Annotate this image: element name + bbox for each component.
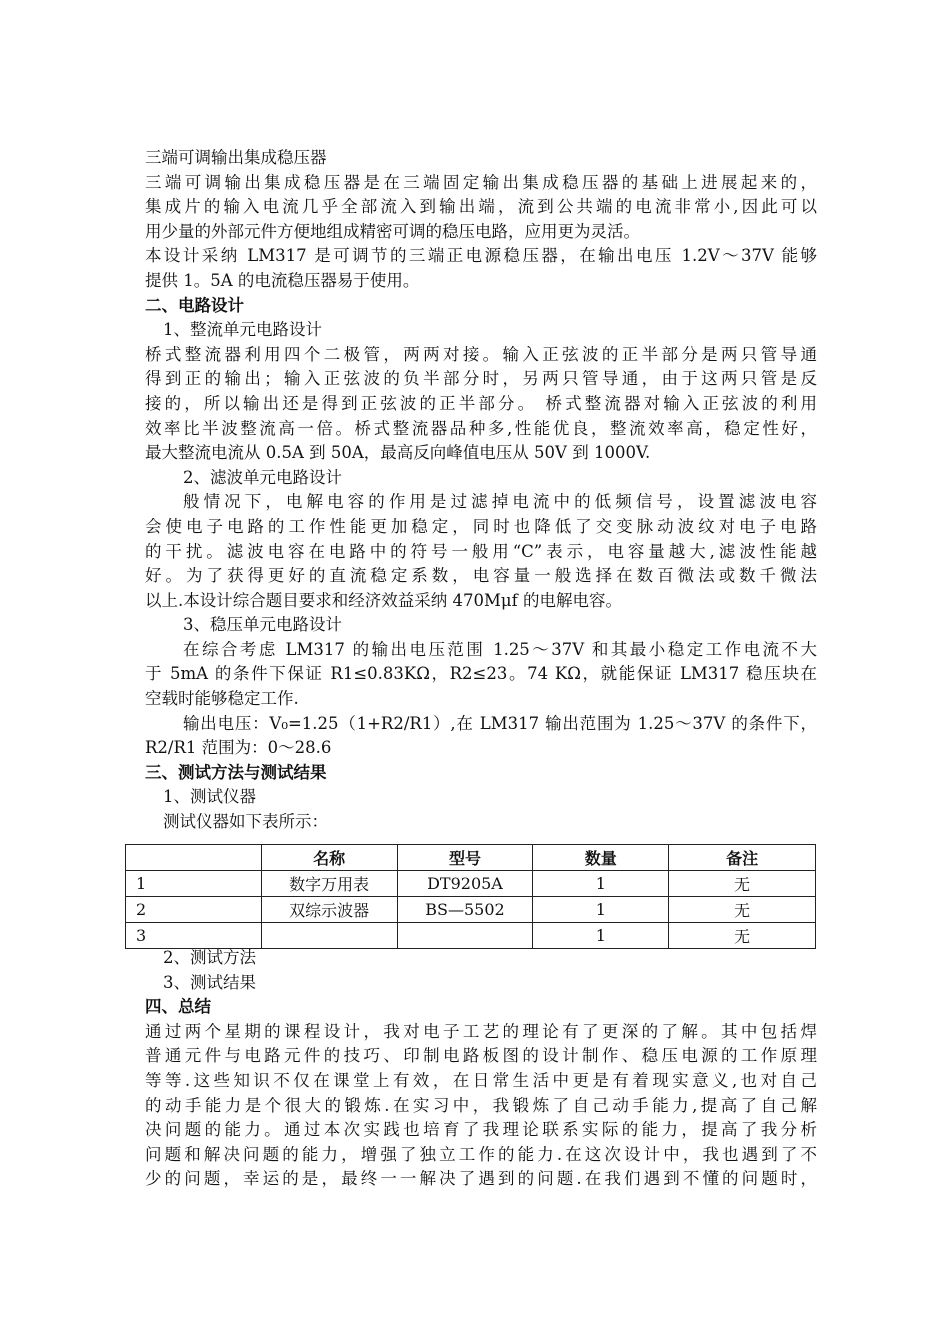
intro-para1-line: 集成片的输入电流几乎全部流入到输出端，流到公共端的电流非常小,因此可以 [145,197,817,217]
section2-sub2-line: 般情况下，电解电容的作用是过滤掉电流中的低频信号，设置滤波电容 [183,492,817,512]
table-cell: 3 [126,923,262,949]
table-header-cell: 名称 [261,845,397,871]
intro-heading: 三端可调输出集成稳压器 [145,148,327,167]
table-cell: 1 [533,923,669,949]
table-header-cell: 数量 [533,845,669,871]
intro-para1-line: 用少量的外部元件方便地组成精密可调的稳压电路，应用更为灵活。 [145,221,640,241]
table-cell: 无 [669,923,816,949]
section2-sub2-line: 的干扰。滤波电容在电路中的符号一般用“C”表示，电容量越大,滤波性能越 [145,541,817,561]
table-cell [397,923,533,949]
section2-sub1-line: 最大整流电流从 0.5A 到 50A，最高反向峰值电压从 50V 到 1000V. [145,443,651,463]
table-header-cell: 备注 [669,845,816,871]
section2-sub1-title: 1、整流单元电路设计 [163,320,322,340]
section4-line: 通过两个星期的课程设计，我对电子工艺的理论有了更深的了解。其中包括焊 [145,1021,817,1041]
section2-sub1-line: 得到正的输出；输入正弦波的负半部分时，另两只管导通，由于这两只管是反 [145,369,817,389]
table-header-cell: 型号 [397,845,533,871]
section3-sub3-title: 3、测试结果 [163,972,256,992]
table-cell: 无 [669,897,816,923]
table-intro: 测试仪器如下表所示： [163,812,328,832]
section4-line: 决问题的能力。通过本次实践也培育了我理论联系实际的能力，提高了我分析 [145,1120,817,1140]
section2-title: 二、电路设计 [145,295,244,315]
output-voltage-line: 输出电压：V₀=1.25（1+R2/R1）,在 LM317 输出范围为 1.25～37V 的条件下， [183,713,817,733]
table-cell: 无 [669,871,816,897]
intro-para1-line: 三端可调输出集成稳压器是在三端固定输出集成稳压器的基础上进展起来的， [145,172,817,192]
section2-sub3-line: 在综合考虑 LM317 的输出电压范围 1.25～37V 和其最小稳定工作电流不大 [183,639,817,659]
section4-title: 四、总结 [145,997,211,1017]
section3-sub2-title: 2、测试方法 [163,948,256,967]
table-cell: 1 [533,871,669,897]
table-row [126,871,816,897]
table-cell: 1 [126,871,262,897]
table-cell [261,923,397,949]
table-header-cell [126,845,262,871]
table-row [126,897,816,923]
section2-sub1-line: 桥式整流器利用四个二极管，两两对接。输入正弦波的正半部分是两只管导通 [145,344,817,364]
section2-sub3-line: 空载时能够稳定工作. [145,689,299,709]
section4-line: 等等.这些知识不仅在课堂上有效，在日常生活中更是有着现实意义,也对自己 [145,1070,817,1090]
intro-para2-line: 提供 1。5A 的电流稳压器易于使用。 [145,270,420,290]
section4-line: 普通元件与电路元件的技巧、印制电路板图的设计制作、稳压电源的工作原理 [145,1046,817,1066]
section2-sub2-line: 以上.本设计综合题目要求和经济效益采纳 470Mμf 的电解电容。 [145,590,622,610]
table-cell: 数字万用表 [261,871,397,897]
section3-title: 三、测试方法与测试结果 [145,762,327,782]
section2-sub2-title: 2、滤波单元电路设计 [183,467,342,487]
table-cell: BS—5502 [397,897,533,923]
output-voltage-line: R2/R1 范围为：0～28.6 [145,738,332,758]
table-cell: 双综示波器 [261,897,397,923]
section2-sub1-line: 接的，所以输出还是得到正弦波的正半部分。 桥式整流器对输入正弦波的利用 [145,393,817,413]
section2-sub3-title: 3、稳压单元电路设计 [183,615,342,635]
intro-para2-line: 本设计采纳 LM317 是可调节的三端正电源稳压器，在输出电压 1.2V～37V 能够 [145,246,817,266]
section4-line: 的动手能力是个很大的锻炼.在实习中，我锻炼了自己动手能力,提高了自己解 [145,1095,817,1115]
section4-line: 问题和解决问题的能力，增强了独立工作的能力.在这次设计中，我也遇到了不 [145,1144,817,1164]
table-cell: 2 [126,897,262,923]
instrument-table [125,844,816,949]
document-body-top [145,146,817,835]
table-cell: DT9205A [397,871,533,897]
section2-sub1-line: 效率比半波整流高一倍。桥式整流器品种多,性能优良，整流效率高，稳定性好， [145,418,817,438]
section2-sub2-line: 好。为了获得更好的直流稳定系数，电容量一般选择在数百微法或数千微法 [145,566,817,586]
document-body-bottom [145,946,817,1192]
section2-sub2-line: 会使电子电路的工作性能更加稳定，同时也降低了交变脉动波纹对电子电路 [145,516,817,536]
table-cell: 1 [533,897,669,923]
section4-line: 少的问题，幸运的是，最终一一解决了遇到的问题.在我们遇到不懂的问题时， [145,1169,817,1189]
table-header-row [126,845,816,871]
section2-sub3-line: 于 5mA 的条件下保证 R1≤0.83KΩ，R2≤23。74 KΩ，就能保证 LM317 稳压块在 [145,664,817,684]
section3-sub1-title: 1、测试仪器 [163,787,256,807]
table-row [126,923,816,949]
